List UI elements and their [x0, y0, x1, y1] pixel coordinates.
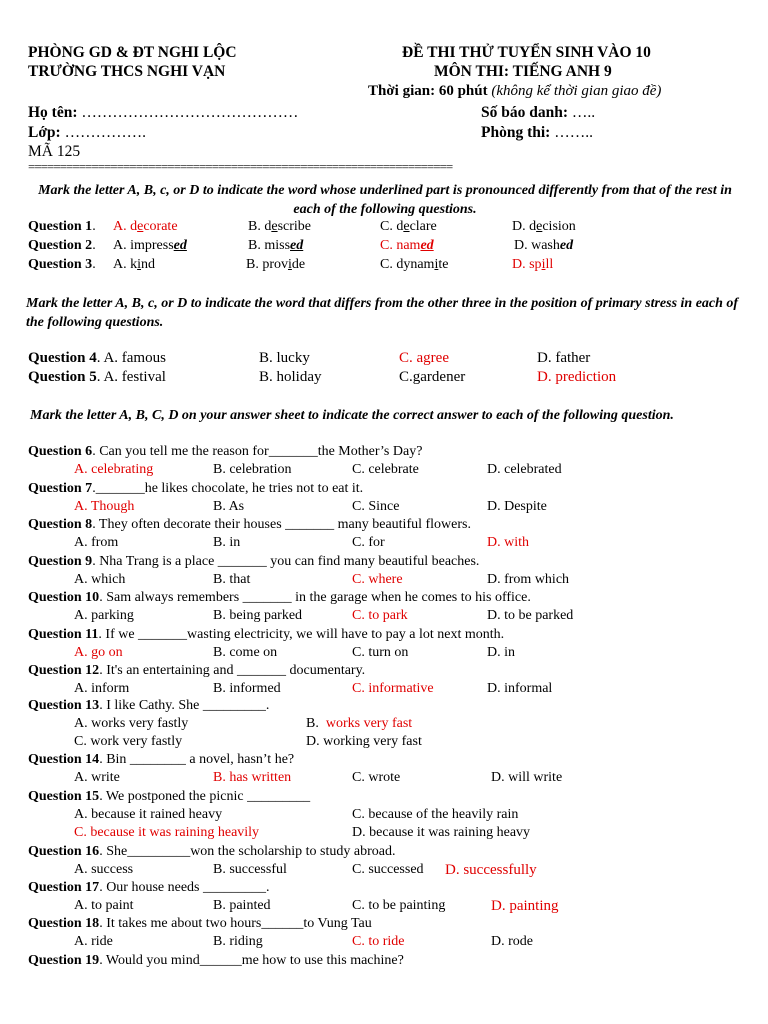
exam-subject: MÔN THI: TIẾNG ANH 9: [434, 63, 612, 80]
room-label: Phòng thi:: [481, 124, 551, 141]
option-d[interactable]: D. to be parked: [487, 608, 574, 623]
option-a[interactable]: . A. festival: [96, 369, 166, 385]
exam-code: MÃ 125: [28, 143, 81, 160]
option-c[interactable]: C. wrote: [352, 770, 401, 785]
option-c[interactable]: C. work very fastly: [74, 734, 183, 749]
option-d[interactable]: D. rode: [491, 934, 533, 949]
option-c[interactable]: C. successed: [352, 862, 424, 877]
room-field: [481, 124, 593, 142]
q-stem: . Can you tell me the reason for_______the Mother’s Day?: [92, 444, 423, 459]
candidate-number-field: [481, 104, 595, 122]
time-note: (không kể thời gian giao đề): [491, 83, 662, 99]
class-dots: …………….: [64, 124, 146, 141]
q-label: Question 3: [28, 257, 93, 272]
option-a[interactable]: A. because it rained heavy: [74, 807, 223, 822]
class-field: [28, 124, 146, 142]
option-c[interactable]: C. to be painting: [352, 898, 446, 913]
option-b[interactable]: B. informed: [213, 681, 281, 696]
option-c[interactable]: C. because it was raining heavily: [74, 825, 260, 840]
school-name: TRƯỜNG THCS NGHI VẠN: [28, 63, 226, 80]
q-label: Question 7: [28, 481, 93, 496]
option-c[interactable]: C. for: [352, 535, 385, 550]
option-c[interactable]: C. informative: [352, 681, 434, 696]
option-a[interactable]: A. works very fastly: [74, 716, 189, 731]
option-a[interactable]: A. decorate: [113, 219, 178, 234]
option-c[interactable]: C. agree: [399, 350, 449, 366]
sbd-dots: …..: [571, 104, 596, 121]
room-dots: ……..: [554, 124, 593, 141]
option-d[interactable]: D. decision: [512, 219, 576, 234]
q-label: Question 12: [28, 663, 100, 678]
option-d[interactable]: D. celebrated: [487, 462, 562, 477]
option-a[interactable]: A. celebrating: [74, 462, 154, 477]
option-b[interactable]: B. being parked: [213, 608, 303, 623]
option-b[interactable]: B. lucky: [259, 350, 310, 366]
option-c[interactable]: C. where: [352, 572, 403, 587]
option-c[interactable]: C. dynamite: [380, 257, 449, 272]
option-a[interactable]: A. which: [74, 572, 126, 587]
option-d[interactable]: D. painting: [491, 898, 559, 914]
q-stem: ._______he likes chocolate, he tries not to eat it.: [92, 481, 364, 496]
option-d[interactable]: D. from which: [487, 572, 570, 587]
q-stem: . Sam always remembers _______ in the garage when he comes to his office.: [99, 590, 531, 605]
option-d[interactable]: D. because it was raining heavy: [352, 825, 531, 840]
option-c[interactable]: C. to park: [352, 608, 408, 623]
department-name: PHÒNG GD & ĐT NGHI LỘC: [28, 44, 237, 61]
option-a[interactable]: . A. famous: [96, 350, 166, 366]
option-b[interactable]: B. riding: [213, 934, 263, 949]
option-c[interactable]: C. to ride: [352, 934, 405, 949]
exam-time: [368, 83, 661, 100]
exam-title: ĐỀ THI THỬ TUYỂN SINH VÀO 10: [402, 44, 651, 61]
option-b[interactable]: B. come on: [213, 645, 278, 660]
option-d[interactable]: D. will write: [491, 770, 563, 785]
time-label: Thời gian: 60 phút: [368, 83, 488, 99]
option-a[interactable]: A. ride: [74, 934, 113, 949]
option-d[interactable]: D. father: [537, 350, 591, 366]
q-stem: . It's an entertaining and _______ documentary.: [99, 663, 366, 678]
option-b[interactable]: B. in: [213, 535, 241, 550]
section-3-instruction: Mark the letter A, B, C, D on your answer sheet to indicate the correct answer to each of the following question.: [30, 408, 674, 423]
option-d[interactable]: D. spill: [512, 257, 554, 272]
option-b[interactable]: B. that: [213, 572, 251, 587]
divider-rule: ===================================================================: [28, 163, 453, 171]
sbd-label: Số báo danh:: [481, 104, 569, 121]
option-b[interactable]: C. because of the heavily rain: [352, 807, 519, 822]
option-c[interactable]: C. named: [380, 238, 434, 253]
option-a[interactable]: A. Though: [74, 499, 135, 514]
option-c[interactable]: C. celebrate: [352, 462, 419, 477]
q-stem: . They often decorate their houses _______ many beautiful flowers.: [92, 517, 471, 532]
option-b[interactable]: B. painted: [213, 898, 271, 913]
option-c[interactable]: C. declare: [380, 219, 437, 234]
option-b[interactable]: B. provide: [246, 257, 306, 272]
option-a[interactable]: A. write: [74, 770, 120, 785]
q-stem: . If we _______wasting electricity, we will have to pay a lot next month.: [98, 627, 505, 642]
q-label: Question 10: [28, 590, 100, 605]
name-dots: ……………………………………: [81, 104, 299, 121]
name-label: Họ tên:: [28, 104, 78, 121]
section-1-instruction: Mark the letter A, B, c, or D to indicate the word whose underlined part is pronounced differently from that of the rest in each of the following questions.: [38, 183, 732, 217]
option-b[interactable]: B. successful: [213, 862, 287, 877]
option-a[interactable]: A. go on: [74, 645, 123, 660]
option-b[interactable]: B. missed: [248, 238, 304, 253]
option-b[interactable]: B. celebration: [213, 462, 292, 477]
q-label: Question 11: [28, 627, 99, 642]
q-label: Question 8: [28, 517, 93, 532]
option-d[interactable]: D. Despite: [487, 499, 547, 514]
option-c[interactable]: C. Since: [352, 499, 400, 514]
option-a[interactable]: A. success: [74, 862, 134, 877]
option-d[interactable]: D. informal: [487, 681, 553, 696]
q-label: Question 2: [28, 238, 93, 253]
name-field: [28, 104, 298, 122]
option-d[interactable]: D. washed: [514, 238, 574, 253]
option-a[interactable]: A. kind: [113, 257, 156, 272]
q-label: Question 5: [28, 369, 97, 385]
q-label: Question 4: [28, 350, 97, 366]
option-a[interactable]: A. to paint: [74, 898, 134, 913]
option-a[interactable]: A. impressed: [113, 238, 187, 253]
option-d[interactable]: D. in: [487, 645, 515, 660]
option-d[interactable]: D. with: [487, 535, 529, 550]
q-stem: . Nha Trang is a place _______ you can find many beautiful beaches.: [92, 554, 480, 569]
option-b[interactable]: B. has written: [213, 770, 292, 785]
option-d[interactable]: D. successfully: [445, 862, 537, 878]
option-b[interactable]: B. As: [213, 499, 245, 514]
option-a[interactable]: A. parking: [74, 608, 134, 623]
option-d[interactable]: D. prediction: [537, 369, 617, 385]
class-label: Lớp:: [28, 124, 61, 141]
option-b[interactable]: B. works very fast: [306, 716, 413, 731]
option-c[interactable]: C.gardener: [399, 369, 466, 385]
option-c[interactable]: C. turn on: [352, 645, 409, 660]
q-label: Question 6: [28, 444, 93, 459]
option-b[interactable]: B. holiday: [259, 369, 322, 385]
option-d[interactable]: D. working very fast: [306, 734, 422, 749]
option-a[interactable]: A. inform: [74, 681, 130, 696]
option-a[interactable]: A. from: [74, 535, 119, 550]
q-label: Question 9: [28, 554, 93, 569]
q-label: Question 1: [28, 219, 93, 234]
option-b[interactable]: B. describe: [248, 219, 311, 234]
section-2-instruction: Mark the letter A, B, c, or D to indicate the word that differs from the other three in the position of primary stress in each of the following questions.: [26, 296, 739, 330]
